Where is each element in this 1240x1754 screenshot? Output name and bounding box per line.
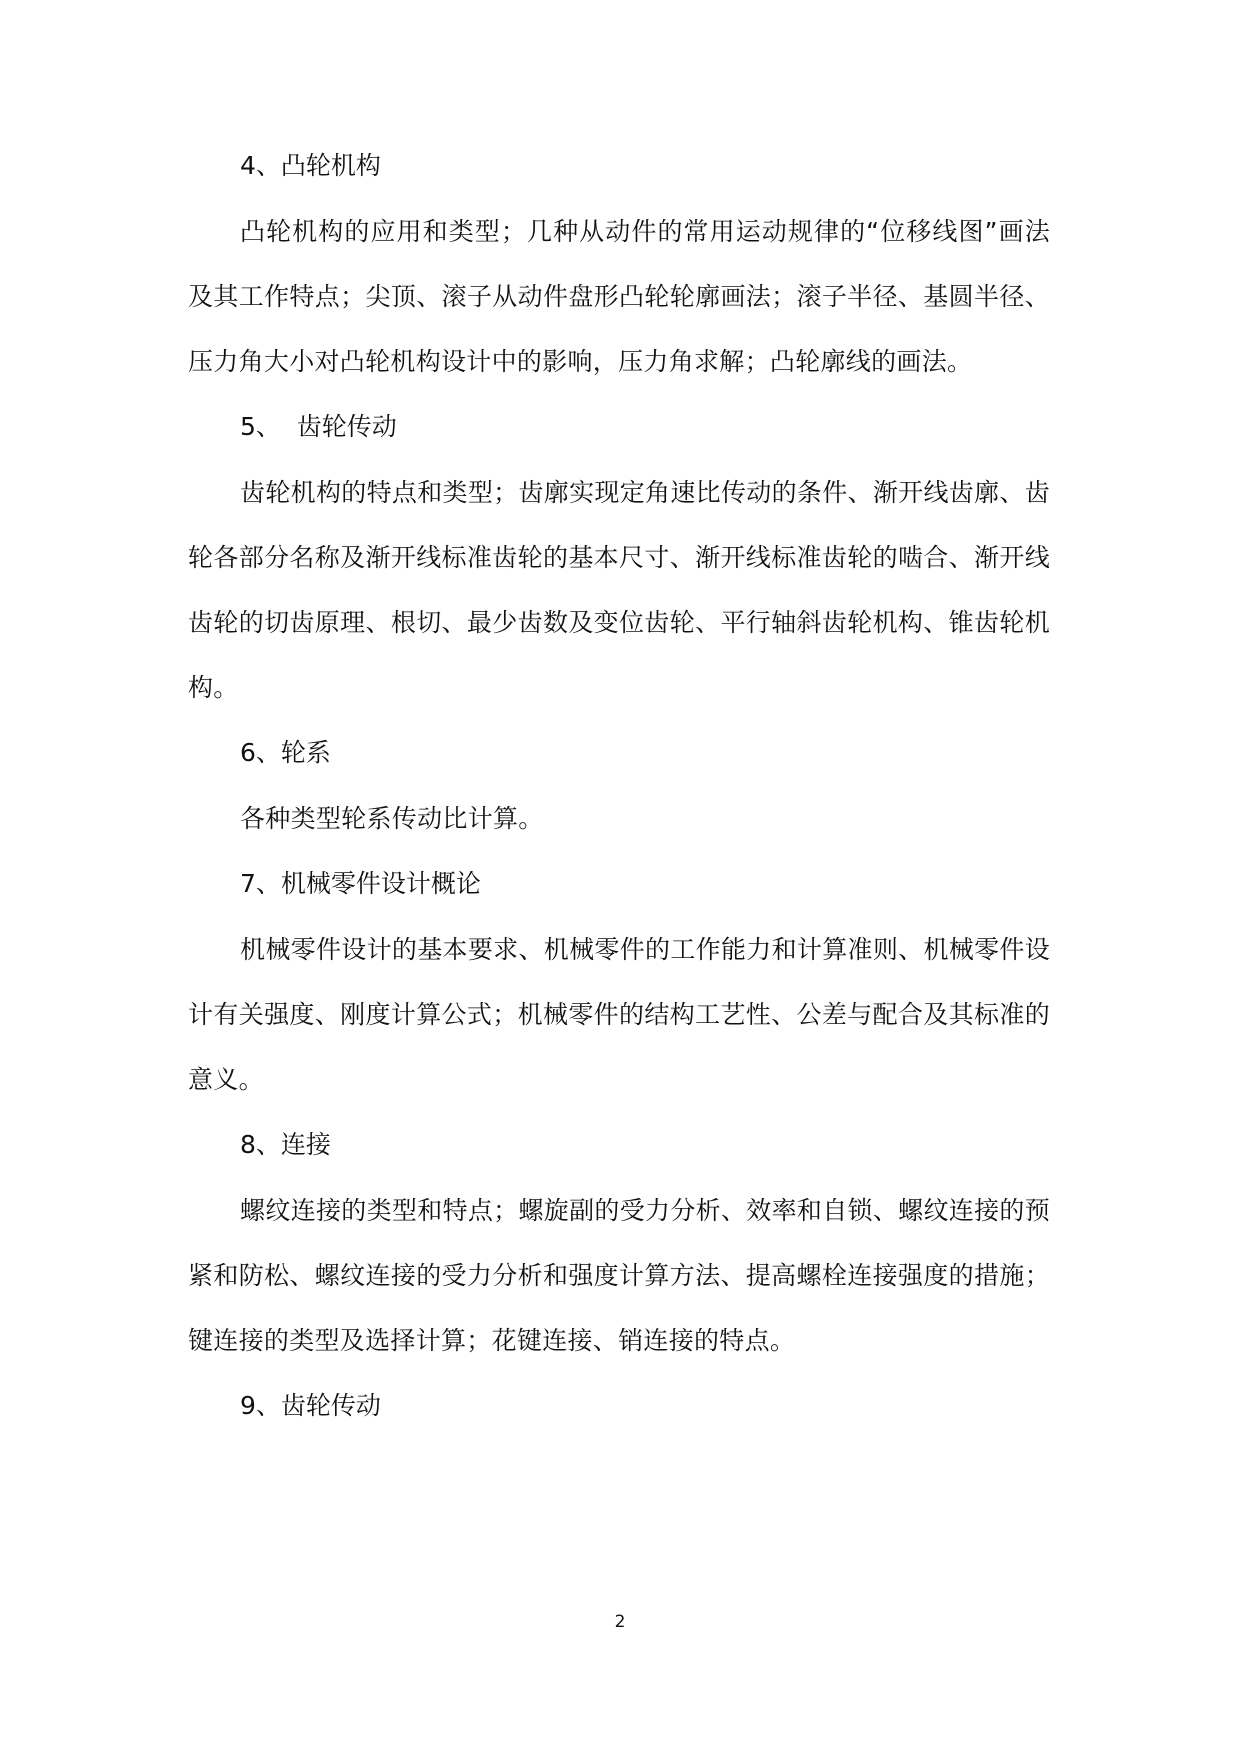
section-body: 机械零件设计的基本要求、机械零件的工作能力和计算准则、机械零件设计有关强度、刚度计算公式；机械零件的结构工艺性、公差与配合及其标准的意义。 [188, 935, 1050, 1094]
section-body: 各种类型轮系传动比计算。 [240, 804, 544, 833]
section-8 [188, 1129, 1050, 1373]
section-heading: 8、连接 [240, 1130, 331, 1159]
section-7 [188, 868, 1050, 1112]
section-heading: 5、 齿轮传动 [240, 412, 397, 441]
section-9 [188, 1390, 1050, 1422]
section-heading: 9、齿轮传动 [240, 1391, 381, 1420]
section-heading: 6、轮系 [240, 738, 331, 767]
page-number: 2 [614, 1612, 626, 1632]
document-page [188, 150, 1050, 1455]
section-heading: 7、机械零件设计概论 [240, 869, 481, 898]
section-body: 凸轮机构的应用和类型；几种从动件的常用运动规律的“位移线图”画法及其工作特点；尖顶、滚子从动件盘形凸轮轮廓画法；滚子半径、基圆半径、压力角大小对凸轮机构设计中的影响，压力角求解；凸轮廓线的画法。 [188, 217, 1050, 376]
section-5 [188, 411, 1050, 720]
section-body: 齿轮机构的特点和类型；齿廓实现定角速比传动的条件、渐开线齿廓、齿轮各部分名称及渐开线标准齿轮的基本尺寸、渐开线标准齿轮的啮合、渐开线齿轮的切齿原理、根切、最少齿数及变位齿轮、平行轴斜齿轮机构、锥齿轮机构。 [188, 478, 1050, 702]
section-heading: 4、凸轮机构 [240, 151, 381, 180]
section-body: 螺纹连接的类型和特点；螺旋副的受力分析、效率和自锁、螺纹连接的预紧和防松、螺纹连接的受力分析和强度计算方法、提高螺栓连接强度的措施；键连接的类型及选择计算；花键连接、销连接的特点。 [188, 1196, 1050, 1355]
section-6 [188, 737, 1050, 851]
section-4 [188, 150, 1050, 394]
